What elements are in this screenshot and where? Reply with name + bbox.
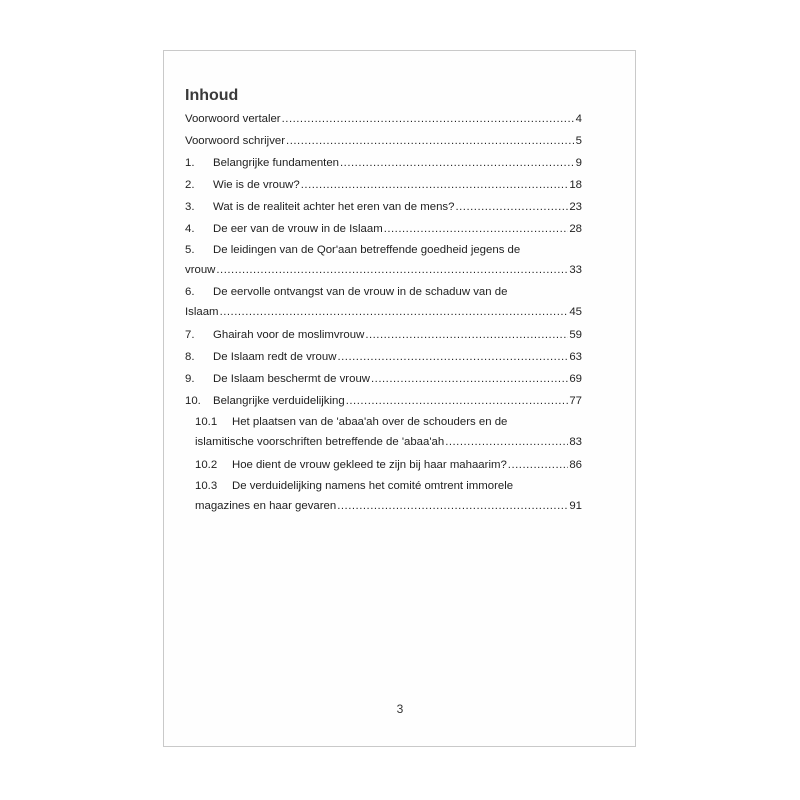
toc-entry-title: De leidingen van de Qor'aan betreffende goedheid jegens de xyxy=(213,244,521,256)
toc-entry-page: 4 xyxy=(575,113,582,125)
toc-entry xyxy=(185,174,582,196)
toc-entry-page: 59 xyxy=(569,329,582,341)
toc-entry-number: 3. xyxy=(185,201,195,213)
table-of-contents xyxy=(185,108,582,518)
toc-entry xyxy=(185,240,582,279)
toc-entry-title: De Islaam beschermt de vrouw xyxy=(213,373,370,385)
dot-leader xyxy=(220,303,569,321)
toc-entry-number: 8. xyxy=(185,351,195,363)
dot-leader xyxy=(337,497,568,515)
dot-leader xyxy=(337,346,568,368)
toc-entry-title: Belangrijke verduidelijking xyxy=(213,395,345,407)
toc-entry-number: 6. xyxy=(185,286,195,298)
dot-leader xyxy=(384,218,569,240)
toc-entry-page: 5 xyxy=(575,135,582,147)
page-number: 3 xyxy=(396,702,404,716)
toc-entry-title: Hoe dient de vrouw gekleed te zijn bij haar mahaarim? xyxy=(232,459,507,471)
toc-entry-title-continued: Islaam xyxy=(185,306,219,318)
toc-entry-title: Voorwoord schrijver xyxy=(185,135,286,147)
toc-entry-page: 63 xyxy=(569,351,582,363)
toc-entry-title: De verduidelijking namens het comité omtrent immorele xyxy=(232,480,514,492)
toc-entry xyxy=(185,324,582,346)
dot-leader xyxy=(301,174,569,196)
toc-entry-title: De eer van de vrouw in de Islaam xyxy=(213,223,383,235)
toc-entry xyxy=(185,390,582,412)
toc-heading: Inhoud xyxy=(185,87,239,104)
toc-entry-title-continued: islamitische voorschriften betreffende de 'abaa'ah xyxy=(195,436,445,448)
toc-entry-number: 10.1 xyxy=(195,416,218,428)
toc-entry-title: Het plaatsen van de 'abaa'ah over de schouders en de xyxy=(232,416,508,428)
toc-entry-number: 10. xyxy=(185,395,201,407)
toc-entry-page: 9 xyxy=(575,157,582,169)
toc-entry-title-continued: vrouw xyxy=(185,264,216,276)
toc-entry-page: 83 xyxy=(569,436,582,448)
toc-entry-number: 9. xyxy=(185,373,195,385)
toc-entry-title: Ghairah voor de moslimvrouw xyxy=(213,329,365,341)
dot-leader xyxy=(508,454,569,476)
toc-entry xyxy=(185,130,582,152)
dot-leader xyxy=(455,196,568,218)
toc-entry-page: 23 xyxy=(569,201,582,213)
toc-entry-title: Wie is de vrouw? xyxy=(213,179,300,191)
toc-entry-page: 45 xyxy=(569,306,582,318)
toc-subentry xyxy=(195,454,582,476)
toc-entry-page: 28 xyxy=(569,223,582,235)
toc-entry-title: Belangrijke fundamenten xyxy=(213,157,340,169)
toc-entry-page: 69 xyxy=(569,373,582,385)
dot-leader xyxy=(340,152,575,174)
toc-entry-number: 2. xyxy=(185,179,195,191)
dot-leader xyxy=(282,108,575,130)
toc-entry-number: 1. xyxy=(185,157,195,169)
toc-entry xyxy=(185,282,582,321)
toc-entry-number: 4. xyxy=(185,223,195,235)
toc-entry-title: Wat is de realiteit achter het eren van de mens? xyxy=(213,201,455,213)
toc-entry xyxy=(185,108,582,130)
dot-leader xyxy=(286,130,575,152)
toc-entry-title-continued: magazines en haar gevaren xyxy=(195,500,337,512)
toc-entry-page: 77 xyxy=(569,395,582,407)
toc-entry-number: 5. xyxy=(185,244,195,256)
toc-entry xyxy=(185,196,582,218)
toc-entry-title: De eervolle ontvangst van de vrouw in de schaduw van de xyxy=(213,286,508,298)
toc-entry xyxy=(185,346,582,368)
toc-entry-page: 33 xyxy=(569,264,582,276)
dot-leader xyxy=(445,433,568,451)
toc-entry-page: 86 xyxy=(569,459,582,471)
dot-leader xyxy=(365,324,568,346)
toc-entry xyxy=(185,152,582,174)
dot-leader xyxy=(346,390,569,412)
toc-entry-title: De Islaam redt de vrouw xyxy=(213,351,337,363)
toc-entry xyxy=(185,218,582,240)
toc-entry-number: 10.2 xyxy=(195,459,218,471)
toc-subentry xyxy=(195,476,582,515)
dot-leader xyxy=(371,368,568,390)
toc-entry-page: 91 xyxy=(569,500,582,512)
dot-leader xyxy=(216,261,568,279)
toc-entry-number: 7. xyxy=(185,329,195,341)
toc-subentry xyxy=(195,412,582,451)
toc-entry-title: Voorwoord vertaler xyxy=(185,113,281,125)
toc-entry xyxy=(185,368,582,390)
toc-entry-page: 18 xyxy=(569,179,582,191)
toc-entry-number: 10.3 xyxy=(195,480,218,492)
